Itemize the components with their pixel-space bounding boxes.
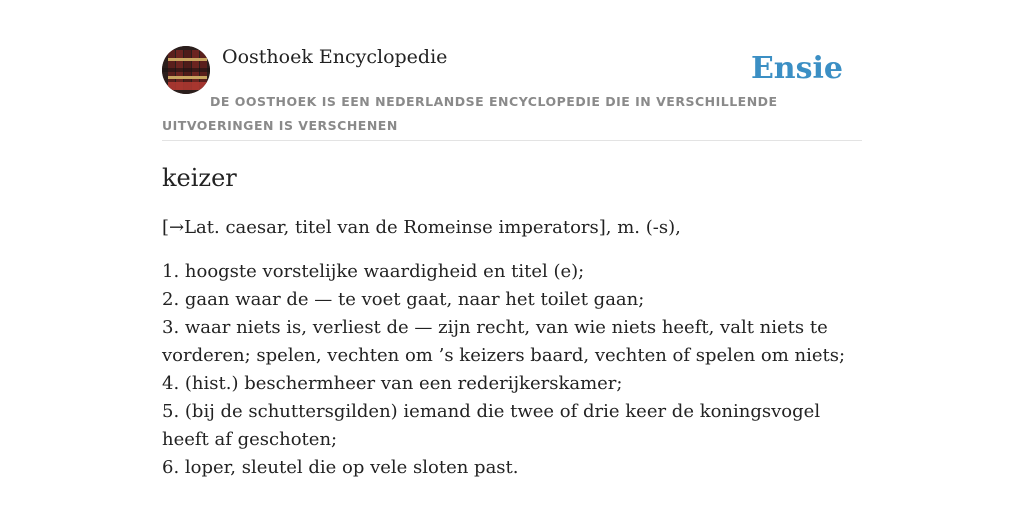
definition-item: 3. waar niets is, verliest de — zijn recht, van wie niets heeft, valt niets te vorderen; spelen, vechten om ’s keizers baard, vechten of spelen om niets; — [162, 317, 846, 366]
brand-logo-link[interactable]: Ensie — [750, 51, 843, 86]
definition-item: 1. hoogste vorstelijke waardigheid en titel (e); — [162, 261, 585, 282]
entry-title: keizer — [162, 164, 237, 192]
entry-etymology: [→Lat. caesar, titel van de Romeinse imperators], m. (-s), — [162, 217, 681, 238]
site-tagline: DE OOSTHOEK IS EEN NEDERLANDSE ENCYCLOPEDIE DIE IN VERSCHILLENDE UITVOERINGEN IS VERSCHENEN — [162, 94, 778, 133]
definition-list — [162, 258, 862, 482]
definition-item: 4. (hist.) beschermheer van een rederijkerskamer; — [162, 373, 623, 394]
site-header — [162, 46, 862, 141]
definition-item: 6. loper, sleutel die op vele sloten past. — [162, 457, 519, 478]
entry-content — [162, 162, 862, 482]
encyclopedia-books-icon[interactable] — [162, 46, 210, 94]
site-title-link[interactable]: Oosthoek Encyclopedie — [222, 46, 448, 68]
definition-item: 2. gaan waar de — te voet gaat, naar het toilet gaan; — [162, 289, 645, 310]
definition-item: 5. (bij de schuttersgilden) iemand die twee of drie keer de koningsvogel heeft af geschoten; — [162, 401, 821, 450]
